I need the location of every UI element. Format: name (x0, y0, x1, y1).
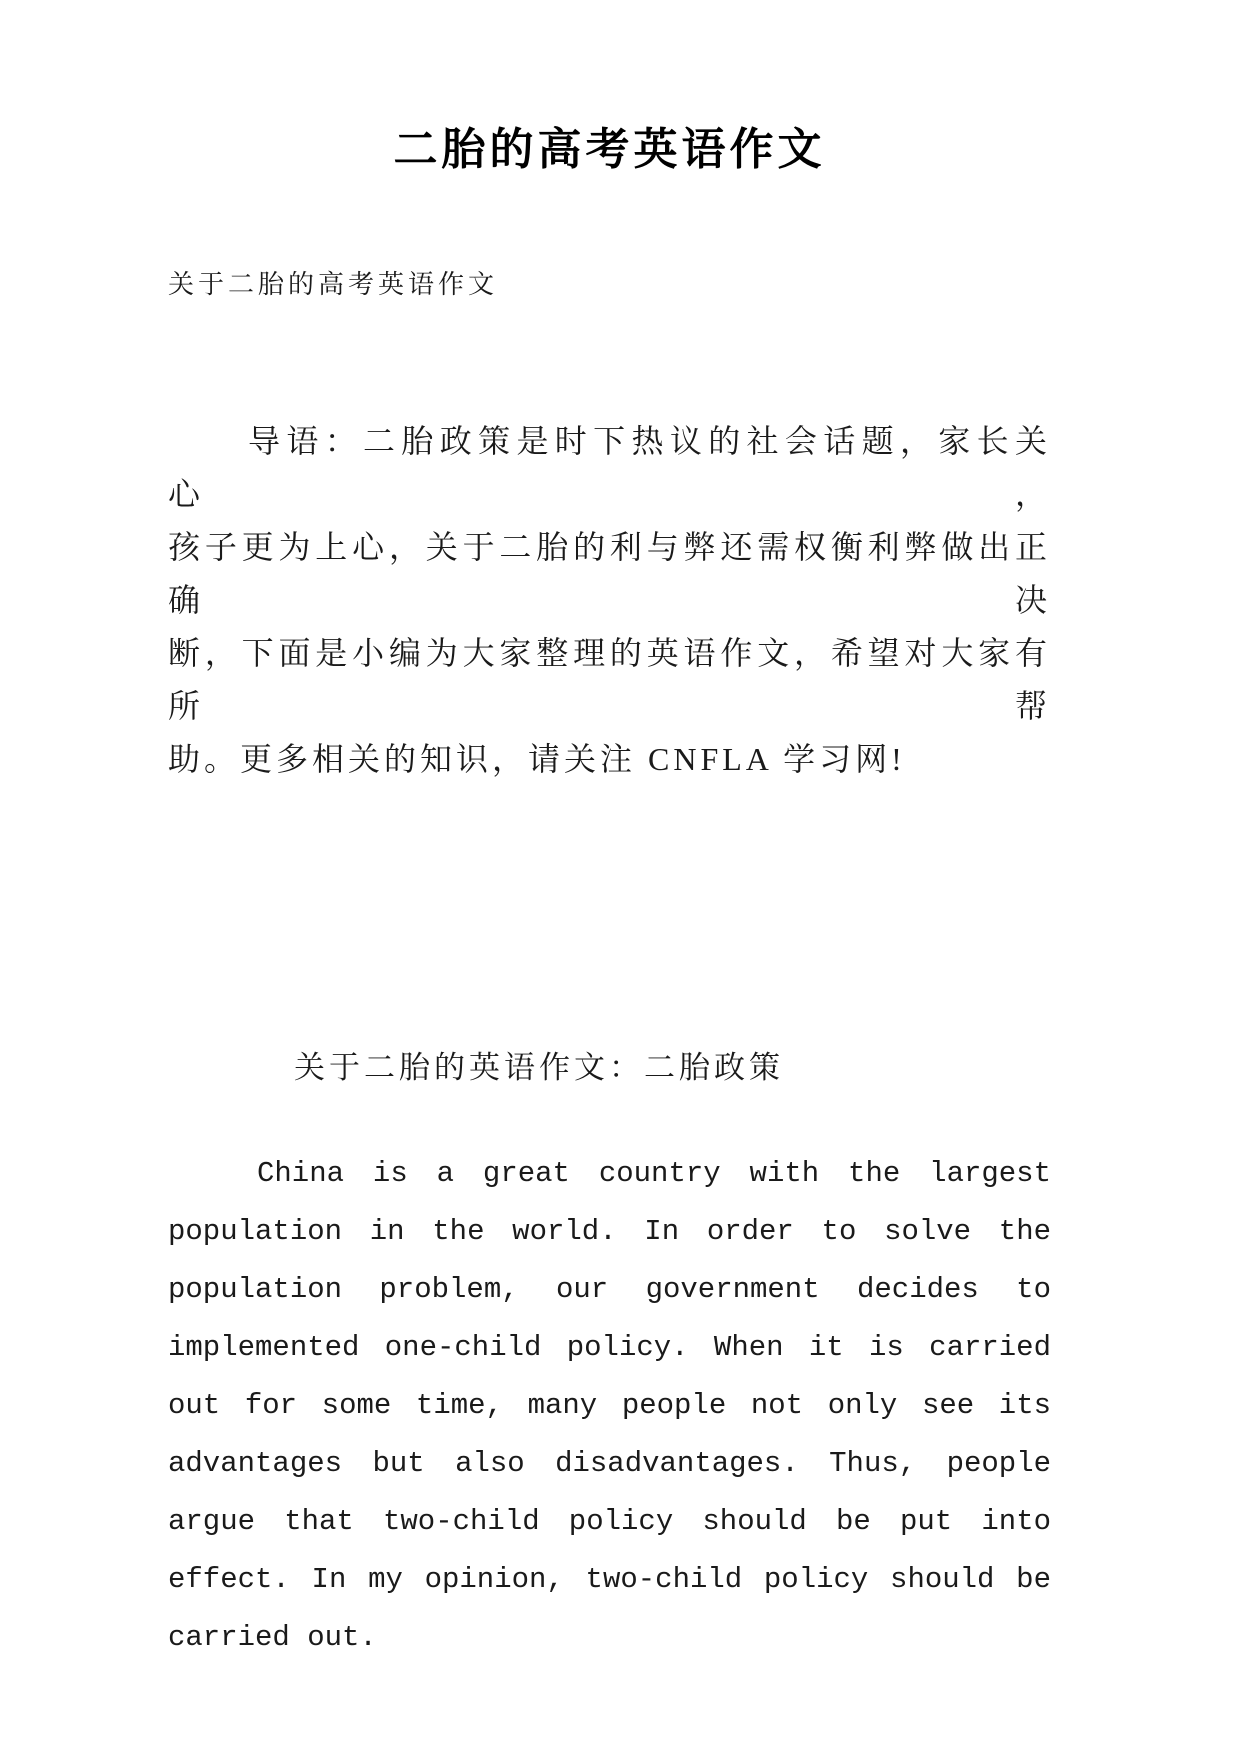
text-line: argue that two-child policy should be put into (168, 1505, 1051, 1538)
text-line: 孩子更为上心，关于二胎的利与弊还需权衡利弊做出正确决 (168, 529, 1051, 618)
text-line: effect. In my opinion, two-child policy should be (168, 1563, 1051, 1596)
text-line: 导语：二胎政策是时下热议的社会话题，家长关心， (168, 423, 1051, 512)
text-line: advantages but also disadvantages. Thus, people (168, 1447, 1051, 1480)
page-title: 二胎的高考英语作文 (393, 125, 826, 174)
document-subtitle: 关于二胎的高考英语作文 (168, 270, 499, 299)
text-line: 助。更多相关的知识，请关注 CNFLA 学习网! (168, 741, 906, 777)
text-line: population problem, our government decides to (168, 1273, 1051, 1306)
section-heading: 关于二胎的英语作文：二胎政策 (294, 1050, 784, 1085)
text-line: carried out. (168, 1621, 377, 1654)
text-line: implemented one-child policy. When it is carried (168, 1331, 1051, 1364)
text-line: population in the world. In order to solve the (168, 1215, 1051, 1248)
intro-paragraph (168, 415, 1051, 786)
text-line: 断，下面是小编为大家整理的英语作文，希望对大家有所帮 (168, 635, 1051, 724)
text-line: out for some time, many people not only see its (168, 1389, 1051, 1422)
essay-paragraph (168, 1145, 1051, 1667)
text-line: China is a great country with the largest (257, 1157, 1051, 1190)
